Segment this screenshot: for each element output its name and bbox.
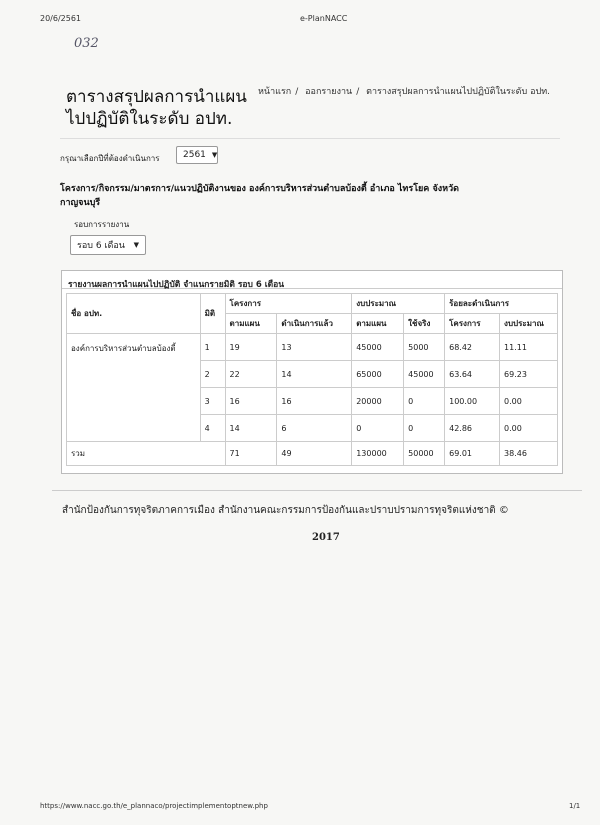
chevron-down-icon: ▼	[211, 151, 218, 159]
cell-planned: 14	[225, 415, 277, 442]
cell-planned: 22	[225, 361, 277, 388]
handwritten-note: 032	[74, 36, 99, 51]
col-percent: ร้อยละดำเนินการ	[445, 294, 558, 314]
table-header-row	[67, 294, 558, 314]
page-title-line2: ไปปฏิบัติในระดับ อปท.	[66, 109, 233, 129]
report-title: รายงานผลการนำแผนไปปฏิบัติ จำแนกรายมิติ รอบ 6 เดือน	[62, 271, 562, 289]
col-done: ดำเนินการแล้ว	[277, 314, 352, 334]
cell-budget-plan: 0	[352, 415, 404, 442]
page-title	[66, 86, 247, 130]
report-round-select[interactable]	[70, 235, 146, 255]
col-projects: โครงการ	[225, 294, 352, 314]
cell-budget-used: 0	[404, 388, 445, 415]
report-panel	[61, 270, 563, 474]
cell-pct-project: 100.00	[445, 388, 500, 415]
cell-pct-budget: 11.11	[500, 334, 558, 361]
cell-done: 6	[277, 415, 352, 442]
cell-dim: 2	[200, 361, 225, 388]
cell-pct-project: 42.86	[445, 415, 500, 442]
print-date: 20/6/2561	[40, 14, 82, 23]
col-budget-used: ใช้จริง	[404, 314, 445, 334]
cell-done: 13	[277, 334, 352, 361]
cell-budget-plan: 20000	[352, 388, 404, 415]
total-done: 49	[277, 442, 352, 466]
col-org: ชื่อ อปท.	[67, 294, 201, 334]
footer-agency: สำนักป้องกันการทุจริตภาคการเมือง สำนักงานคณะกรรมการป้องกันและปราบปรามการทุจริตแห่งชาติ ©	[62, 505, 509, 516]
col-budget-plan: ตามแผน	[352, 314, 404, 334]
cell-budget-used: 0	[404, 415, 445, 442]
table-total-row	[67, 442, 558, 466]
cell-budget-used: 5000	[404, 334, 445, 361]
col-budget: งบประมาณ	[352, 294, 445, 314]
year-select-label: กรุณาเลือกปีที่ต้องดำเนินการ	[60, 154, 160, 163]
breadcrumb-home[interactable]: หน้าแรก	[258, 87, 292, 97]
report-table	[66, 293, 558, 466]
cell-pct-project: 68.42	[445, 334, 500, 361]
cell-budget-plan: 65000	[352, 361, 404, 388]
report-round-label: รอบการรายงาน	[74, 220, 130, 229]
cell-planned: 16	[225, 388, 277, 415]
cell-dim: 4	[200, 415, 225, 442]
col-pct-project: โครงการ	[445, 314, 500, 334]
project-heading	[60, 182, 560, 210]
cell-done: 16	[277, 388, 352, 415]
cell-done: 14	[277, 361, 352, 388]
cell-pct-budget: 0.00	[500, 415, 558, 442]
cell-dim: 3	[200, 388, 225, 415]
table-row	[67, 334, 558, 361]
cell-pct-budget: 69.23	[500, 361, 558, 388]
total-planned: 71	[225, 442, 277, 466]
cell-planned: 19	[225, 334, 277, 361]
total-budget-used: 50000	[404, 442, 445, 466]
cell-pct-project: 63.64	[445, 361, 500, 388]
breadcrumb-reports[interactable]: ออกรายงาน	[305, 87, 353, 97]
project-heading-line2: กาญจนบุรี	[60, 198, 101, 208]
footer-year: 2017	[312, 532, 340, 543]
org-name-cell: องค์การบริหารส่วนตำบลบ้องตี้	[67, 334, 201, 442]
breadcrumb-current: ตารางสรุปผลการนำแผนไปปฏิบัติในระดับ อปท.	[366, 87, 550, 97]
total-pct-project: 69.01	[445, 442, 500, 466]
cell-dim: 1	[200, 334, 225, 361]
total-label: รวม	[67, 442, 226, 466]
cell-budget-used: 45000	[404, 361, 445, 388]
page-title-line1: ตารางสรุปผลการนำแผน	[66, 87, 247, 107]
cell-budget-plan: 45000	[352, 334, 404, 361]
col-planned: ตามแผน	[225, 314, 277, 334]
report-round-value: รอบ 6 เดือน	[77, 241, 125, 251]
col-dimension: มิติ	[200, 294, 225, 334]
total-budget-plan: 130000	[352, 442, 404, 466]
breadcrumb: หน้าแรก / ออกรายงาน / ตารางสรุปผลการนำแผนไปปฏิบัติในระดับ อปท.	[258, 87, 550, 97]
footer-divider	[52, 490, 582, 491]
year-select-value: 2561	[183, 150, 206, 160]
cell-pct-budget: 0.00	[500, 388, 558, 415]
divider	[60, 138, 560, 139]
print-site-title: e-PlanNACC	[300, 14, 348, 23]
print-page-number: 1/1	[569, 802, 581, 810]
total-pct-budget: 38.46	[500, 442, 558, 466]
year-select[interactable]	[176, 146, 218, 164]
chevron-down-icon: ▼	[133, 241, 139, 249]
project-heading-line1: โครงการ/กิจกรรม/มาตรการ/แนวปฏิบัติงานของ องค์การบริหารส่วนตำบลบ้องตี้ อำเภอ ไทรโยค จังหวัด	[60, 184, 459, 194]
print-url: https://www.nacc.go.th/e_plannaco/projectimplementoptnew.php	[40, 802, 268, 810]
col-pct-budget: งบประมาณ	[500, 314, 558, 334]
